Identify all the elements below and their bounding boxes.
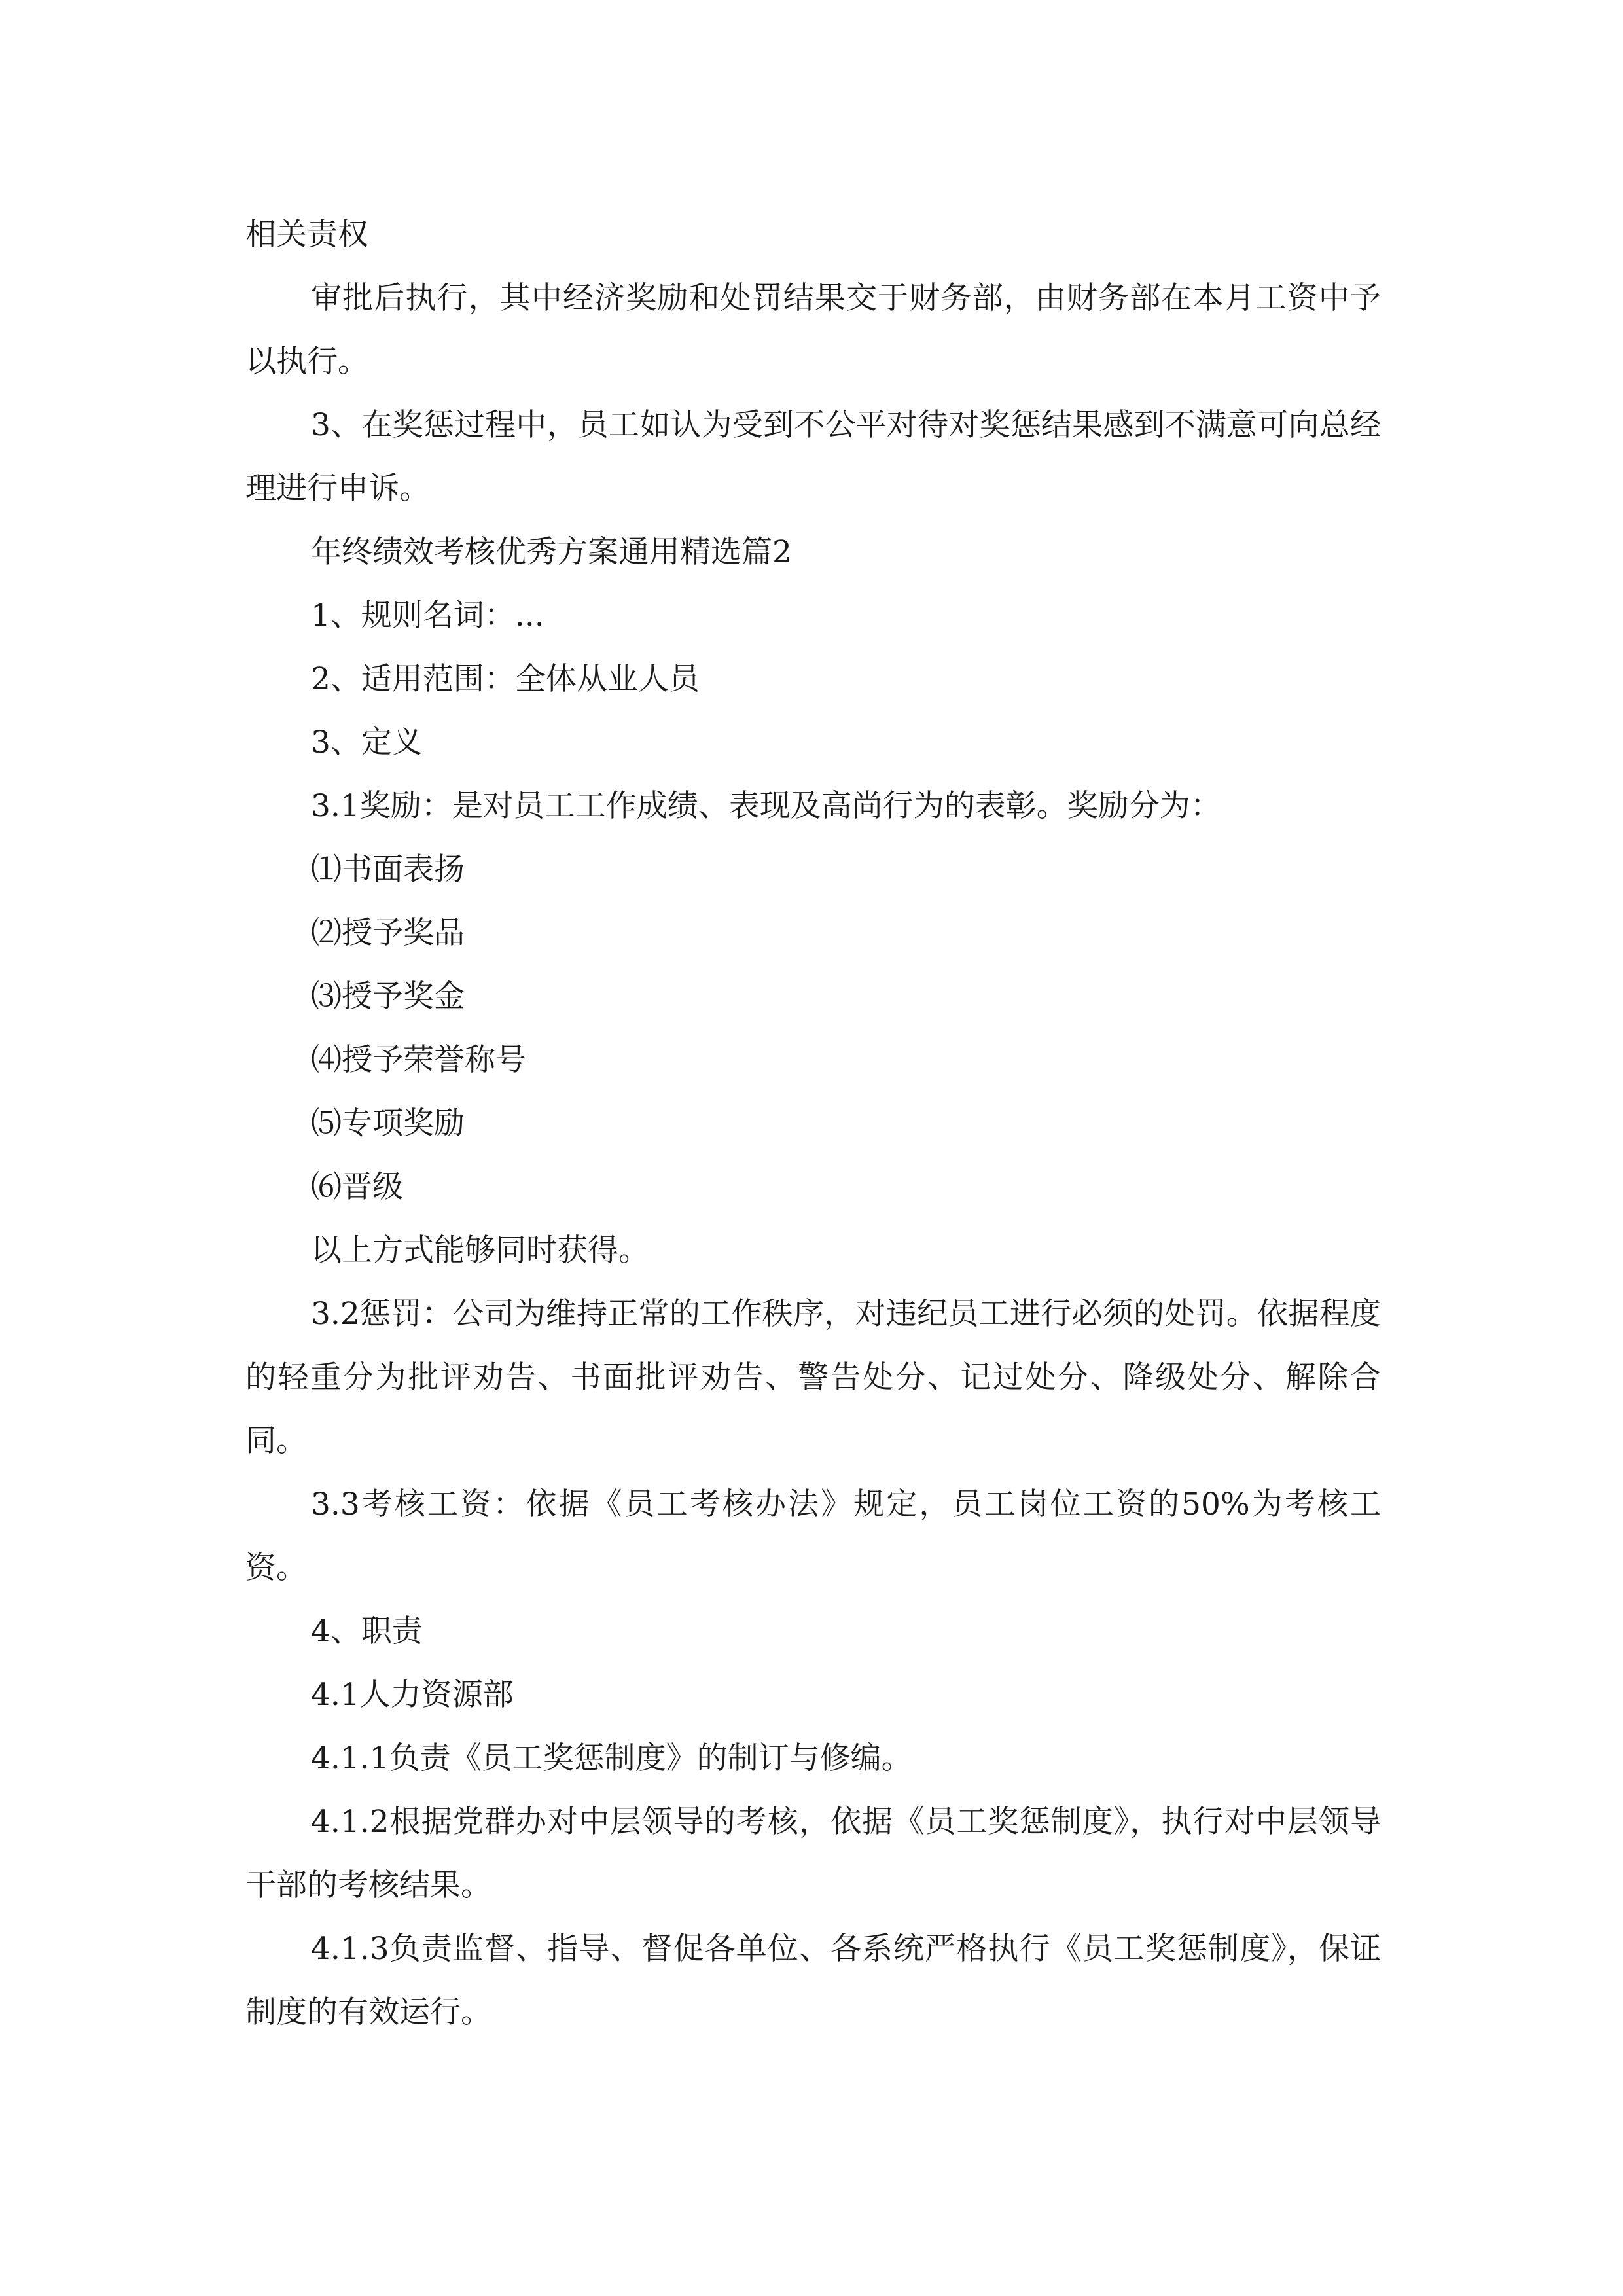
list-item-reward-5: ⑸专项奖励 xyxy=(311,1105,465,1141)
paragraph-duty-4-1-1: 4.1.1负责《员工奖惩制度》的制订与修编。 xyxy=(311,1740,912,1776)
list-item-reward-4: ⑷授予荣誉称号 xyxy=(311,1042,526,1078)
list-item-reward-2: ⑵授予奖品 xyxy=(311,915,465,951)
paragraph-assessment-wage: 3.3考核工资：依据《员工考核办法》规定，员工岗位工资的50%为考核工资。 xyxy=(245,1486,1381,1586)
document-body xyxy=(245,203,1381,2044)
paragraph-duty-4-1-2: 4.1.2根据党群办对中层领导的考核，依据《员工奖惩制度》，执行对中层领导干部的考核结果。 xyxy=(245,1804,1381,1903)
paragraph-scope: 2、适用范围：全体从业人员 xyxy=(311,661,700,697)
paragraph-approval-execution: 审批后执行，其中经济奖励和处罚结果交于财务部，由财务部在本月工资中予以执行。 xyxy=(245,280,1381,380)
paragraph-duty-4-1-3: 4.1.3负责监督、指导、督促各单位、各系统严格执行《员工奖惩制度》，保证制度的有效运行。 xyxy=(245,1931,1381,2030)
list-item-reward-6: ⑹晋级 xyxy=(311,1169,403,1205)
paragraph-combined: 以上方式能够同时获得。 xyxy=(311,1232,649,1268)
paragraph-hr-department: 4.1人力资源部 xyxy=(311,1677,514,1713)
paragraph-penalties: 3.2惩罚：公司为维持正常的工作秩序，对违纪员工进行必须的处罚。依据程度的轻重分为批评劝告、书面批评劝告、警告处分、记过处分、降级处分、解除合同。 xyxy=(245,1296,1381,1459)
section-title: 年终绩效考核优秀方案通用精选篇2 xyxy=(311,534,792,570)
paragraph-rule-terms: 1、规则名词：... xyxy=(311,598,544,634)
paragraph-duties: 4、职责 xyxy=(311,1613,423,1649)
list-item-reward-1: ⑴书面表扬 xyxy=(311,852,465,888)
paragraph-appeal: 3、在奖惩过程中，员工如认为受到不公平对待对奖惩结果感到不满意可向总经理进行申诉。 xyxy=(245,407,1381,507)
paragraph-rewards: 3.1奖励：是对员工工作成绩、表现及高尚行为的表彰。奖励分为： xyxy=(311,788,1221,824)
paragraph-definition: 3、定义 xyxy=(311,725,423,761)
list-item-reward-3: ⑶授予奖金 xyxy=(311,978,465,1014)
paragraph-related-responsibilities: 相关责权 xyxy=(245,217,368,253)
